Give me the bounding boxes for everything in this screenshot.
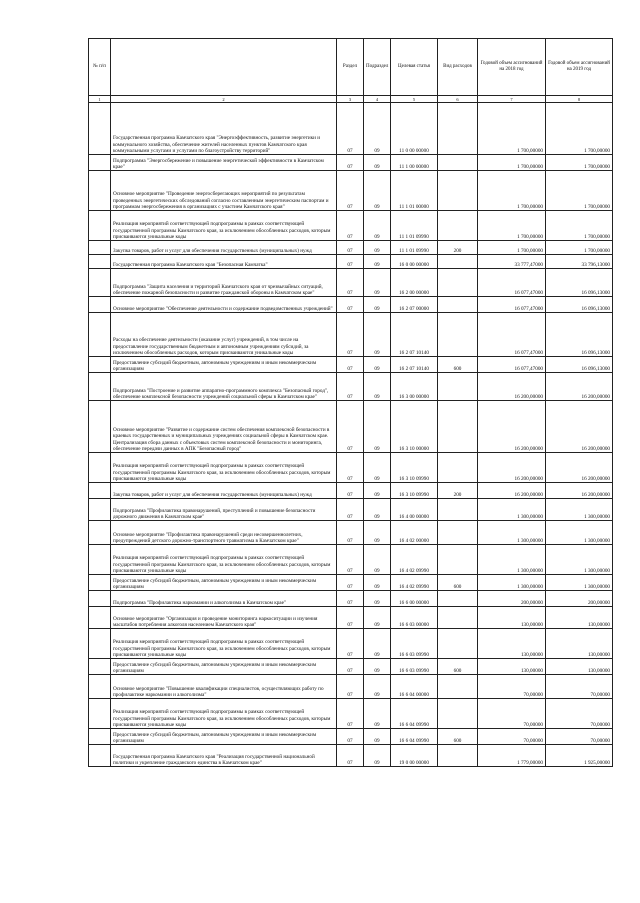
row-target-article-cell: 16 6 04 09990 bbox=[391, 729, 438, 745]
row-amount-2018-cell: 130,00000 bbox=[478, 659, 546, 675]
row-amount-2019-cell: 1 300,00000 bbox=[546, 499, 613, 521]
header-section: Раздел bbox=[337, 39, 364, 96]
col-number: 4 bbox=[364, 96, 391, 103]
col-number: 1 bbox=[89, 96, 111, 103]
row-section-cell: 07 bbox=[337, 313, 364, 357]
row-target-article-cell: 11 1 01 00000 bbox=[391, 171, 438, 211]
row-subsection-cell: 09 bbox=[364, 313, 391, 357]
row-section-cell: 07 bbox=[337, 575, 364, 591]
table-row bbox=[89, 745, 613, 767]
row-amount-2019-cell: 200,00000 bbox=[546, 591, 613, 607]
row-amount-2018-cell: 16 077,47000 bbox=[478, 269, 546, 297]
col-number: 2 bbox=[111, 96, 337, 103]
header-subsection: Подраздел bbox=[364, 39, 391, 96]
row-name-cell: Предоставление субсидий бюджетным, автономным учреждениям и иным некоммерческим организациям bbox=[111, 659, 337, 675]
row-number-cell bbox=[89, 453, 111, 483]
row-number-cell bbox=[89, 745, 111, 767]
row-name-cell: Реализация мероприятий соответствующей подпрограммы в рамках соответствующей государственной программы Камчатского края, за исключением обособленных расходов, которым присваиваются уникальные коды bbox=[111, 211, 337, 241]
col-number: 3 bbox=[337, 96, 364, 103]
row-amount-2018-cell: 1 700,00000 bbox=[478, 211, 546, 241]
row-name-cell: Предоставление субсидий бюджетным, автономным учреждениям и иным некоммерческим организациям bbox=[111, 729, 337, 745]
header-num: № п/п bbox=[89, 39, 111, 96]
row-expense-type-cell bbox=[438, 607, 478, 629]
row-amount-2018-cell: 1 300,00000 bbox=[478, 521, 546, 545]
row-number-cell bbox=[89, 255, 111, 269]
row-section-cell: 07 bbox=[337, 373, 364, 401]
row-amount-2018-cell: 1 779,00000 bbox=[478, 745, 546, 767]
row-expense-type-cell: 200 bbox=[438, 241, 478, 255]
row-subsection-cell: 09 bbox=[364, 699, 391, 729]
table-body bbox=[89, 103, 613, 767]
row-section-cell: 07 bbox=[337, 659, 364, 675]
row-amount-2019-cell: 70,00000 bbox=[546, 729, 613, 745]
row-amount-2019-cell: 16 200,00000 bbox=[546, 373, 613, 401]
row-name-cell: Подпрограмма "Защита населения и территорий Камчатского края от чрезвычайных ситуаций, обеспечение пожарной безопасности и развитие гражданской обороны в Камчатском крае" bbox=[111, 269, 337, 297]
row-amount-2019-cell: 33 796,13000 bbox=[546, 255, 613, 269]
table-row bbox=[89, 729, 613, 745]
row-expense-type-cell bbox=[438, 255, 478, 269]
row-subsection-cell: 09 bbox=[364, 745, 391, 767]
row-number-cell bbox=[89, 591, 111, 607]
row-amount-2019-cell: 16 096,13000 bbox=[546, 297, 613, 313]
row-subsection-cell: 09 bbox=[364, 629, 391, 659]
row-section-cell: 07 bbox=[337, 401, 364, 453]
col-number: 5 bbox=[391, 96, 438, 103]
row-amount-2019-cell: 16 096,13000 bbox=[546, 313, 613, 357]
row-target-article-cell: 16 4 02 00000 bbox=[391, 521, 438, 545]
row-number-cell bbox=[89, 629, 111, 659]
table-row bbox=[89, 241, 613, 255]
row-name-cell: Основное мероприятие "Проведение энергосберегающих мероприятий по результатам проведенных энергетических обследований согласно составленным энергетическим паспортам и программам энергосбережения в организациях с участием Камчатского края" bbox=[111, 171, 337, 211]
row-subsection-cell: 09 bbox=[364, 297, 391, 313]
table-row bbox=[89, 269, 613, 297]
row-amount-2018-cell: 1 700,00000 bbox=[478, 155, 546, 171]
row-number-cell bbox=[89, 211, 111, 241]
table-row bbox=[89, 521, 613, 545]
row-target-article-cell: 16 3 10 09990 bbox=[391, 453, 438, 483]
row-number-cell bbox=[89, 313, 111, 357]
row-name-cell: Основное мероприятие "Развитие и содержание систем обеспечения комплексной безопасности в краевых государственных и муниципальных учреждениях социальной сферы в Камчатском крае. Централизация сбора данных с объектовых систем комплексной безопасности и мониторинга, обеспечение передачи данных в АПК "Безопасный город" bbox=[111, 401, 337, 453]
row-subsection-cell: 09 bbox=[364, 575, 391, 591]
row-amount-2019-cell: 1 300,00000 bbox=[546, 545, 613, 575]
table-row bbox=[89, 659, 613, 675]
table-row bbox=[89, 483, 613, 499]
row-expense-type-cell bbox=[438, 373, 478, 401]
row-expense-type-cell bbox=[438, 521, 478, 545]
row-section-cell: 07 bbox=[337, 241, 364, 255]
row-amount-2019-cell: 16 096,13000 bbox=[546, 357, 613, 373]
row-number-cell bbox=[89, 103, 111, 155]
row-name-cell: Основное мероприятие "Профилактика правонарушений среди несовершеннолетних, предупреждений детского дорожно-транспортного травматизма в Камчатском крае" bbox=[111, 521, 337, 545]
row-amount-2019-cell: 1 700,00000 bbox=[546, 171, 613, 211]
row-subsection-cell: 09 bbox=[364, 171, 391, 211]
row-subsection-cell: 09 bbox=[364, 729, 391, 745]
row-number-cell bbox=[89, 401, 111, 453]
table-row bbox=[89, 453, 613, 483]
table-row bbox=[89, 155, 613, 171]
row-number-cell bbox=[89, 545, 111, 575]
row-number-cell bbox=[89, 357, 111, 373]
row-target-article-cell: 11 0 00 00000 bbox=[391, 103, 438, 155]
table-row bbox=[89, 373, 613, 401]
row-amount-2019-cell: 70,00000 bbox=[546, 699, 613, 729]
row-target-article-cell: 11 1 01 09990 bbox=[391, 211, 438, 241]
row-target-article-cell: 16 2 07 00000 bbox=[391, 297, 438, 313]
row-section-cell: 07 bbox=[337, 675, 364, 699]
row-number-cell bbox=[89, 521, 111, 545]
table-row bbox=[89, 499, 613, 521]
row-section-cell: 07 bbox=[337, 629, 364, 659]
table-row bbox=[89, 675, 613, 699]
row-section-cell: 07 bbox=[337, 211, 364, 241]
row-number-cell bbox=[89, 659, 111, 675]
row-subsection-cell: 09 bbox=[364, 591, 391, 607]
table-header bbox=[89, 39, 613, 103]
header-2019: Годовой объем ассигнований на 2019 год bbox=[546, 39, 613, 96]
row-section-cell: 07 bbox=[337, 357, 364, 373]
budget-table-page bbox=[88, 38, 612, 767]
row-section-cell: 07 bbox=[337, 453, 364, 483]
row-section-cell: 07 bbox=[337, 171, 364, 211]
table-row bbox=[89, 357, 613, 373]
row-amount-2018-cell: 70,00000 bbox=[478, 675, 546, 699]
row-target-article-cell: 16 0 00 00000 bbox=[391, 255, 438, 269]
row-amount-2018-cell: 33 777,47000 bbox=[478, 255, 546, 269]
row-target-article-cell: 16 3 10 00000 bbox=[391, 401, 438, 453]
col-number: 7 bbox=[478, 96, 546, 103]
row-amount-2019-cell: 1 300,00000 bbox=[546, 575, 613, 591]
row-subsection-cell: 09 bbox=[364, 211, 391, 241]
row-name-cell: Основное мероприятие "Организация и проведение мониторинга наркоситуации и изучения масштабов потребления алкоголя населением Камчатского края" bbox=[111, 607, 337, 629]
row-amount-2018-cell: 16 200,00000 bbox=[478, 483, 546, 499]
row-section-cell: 07 bbox=[337, 297, 364, 313]
header-target-article: Целевая статья bbox=[391, 39, 438, 96]
row-number-cell bbox=[89, 373, 111, 401]
row-amount-2018-cell: 130,00000 bbox=[478, 607, 546, 629]
table-row bbox=[89, 607, 613, 629]
row-expense-type-cell: 600 bbox=[438, 729, 478, 745]
row-expense-type-cell bbox=[438, 545, 478, 575]
row-target-article-cell: 16 6 04 00000 bbox=[391, 675, 438, 699]
row-number-cell bbox=[89, 483, 111, 499]
row-number-cell bbox=[89, 171, 111, 211]
table-row bbox=[89, 313, 613, 357]
row-subsection-cell: 09 bbox=[364, 255, 391, 269]
row-number-cell bbox=[89, 699, 111, 729]
row-expense-type-cell bbox=[438, 591, 478, 607]
row-amount-2019-cell: 16 200,00000 bbox=[546, 401, 613, 453]
row-name-cell: Закупка товаров, работ и услуг для обеспечения государственных (муниципальных) нужд bbox=[111, 483, 337, 499]
row-name-cell: Реализация мероприятий соответствующей подпрограммы в рамках соответствующей государственной программы Камчатского края, за исключением обособленных расходов, которым присваиваются уникальные коды bbox=[111, 545, 337, 575]
row-subsection-cell: 09 bbox=[364, 607, 391, 629]
row-expense-type-cell bbox=[438, 211, 478, 241]
row-expense-type-cell: 200 bbox=[438, 483, 478, 499]
row-subsection-cell: 09 bbox=[364, 483, 391, 499]
row-section-cell: 07 bbox=[337, 591, 364, 607]
row-amount-2018-cell: 1 300,00000 bbox=[478, 575, 546, 591]
row-number-cell bbox=[89, 729, 111, 745]
row-target-article-cell: 16 3 00 00000 bbox=[391, 373, 438, 401]
row-amount-2018-cell: 16 200,00000 bbox=[478, 401, 546, 453]
row-amount-2018-cell: 1 300,00000 bbox=[478, 545, 546, 575]
row-subsection-cell: 09 bbox=[364, 155, 391, 171]
table-row bbox=[89, 401, 613, 453]
row-expense-type-cell bbox=[438, 103, 478, 155]
row-number-cell bbox=[89, 607, 111, 629]
row-amount-2018-cell: 16 200,00000 bbox=[478, 453, 546, 483]
row-target-article-cell: 16 3 10 09990 bbox=[391, 483, 438, 499]
row-amount-2018-cell: 1 700,00000 bbox=[478, 103, 546, 155]
row-expense-type-cell bbox=[438, 269, 478, 297]
row-name-cell: Подпрограмма "Профилактика правонарушений, преступлений и повышение безопасности дорожного движения в Камчатском крае" bbox=[111, 499, 337, 521]
row-name-cell: Предоставление субсидий бюджетным, автономным учреждениям и иным некоммерческим организациям bbox=[111, 357, 337, 373]
row-expense-type-cell: 600 bbox=[438, 357, 478, 373]
table-row bbox=[89, 699, 613, 729]
row-amount-2018-cell: 200,00000 bbox=[478, 591, 546, 607]
row-amount-2019-cell: 16 200,00000 bbox=[546, 483, 613, 499]
row-section-cell: 07 bbox=[337, 155, 364, 171]
row-name-cell: Подпрограмма "Профилактика наркомании и алкоголизма в Камчатском крае" bbox=[111, 591, 337, 607]
row-number-cell bbox=[89, 155, 111, 171]
row-number-cell bbox=[89, 675, 111, 699]
row-target-article-cell: 11 1 01 09990 bbox=[391, 241, 438, 255]
row-name-cell: Подпрограмма "Построение и развитие аппаратно-программного комплекса "Безопасный город", обеспечение комплексной безопасности учреждений социальной сферы в Камчатском крае" bbox=[111, 373, 337, 401]
row-amount-2019-cell: 16 096,13000 bbox=[546, 269, 613, 297]
row-amount-2019-cell: 1 700,00000 bbox=[546, 103, 613, 155]
row-name-cell: Закупка товаров, работ и услуг для обеспечения государственных (муниципальных) нужд bbox=[111, 241, 337, 255]
column-numbers-row bbox=[89, 96, 613, 103]
row-subsection-cell: 09 bbox=[364, 499, 391, 521]
row-expense-type-cell: 600 bbox=[438, 659, 478, 675]
row-target-article-cell: 11 1 00 00000 bbox=[391, 155, 438, 171]
row-subsection-cell: 09 bbox=[364, 521, 391, 545]
row-target-article-cell: 16 2 07 10140 bbox=[391, 313, 438, 357]
row-subsection-cell: 09 bbox=[364, 659, 391, 675]
row-section-cell: 07 bbox=[337, 103, 364, 155]
row-name-cell: Основное мероприятие "Обеспечение деятельности и содержание подведомственных учреждений" bbox=[111, 297, 337, 313]
row-target-article-cell: 16 2 07 10140 bbox=[391, 357, 438, 373]
header-expense-type: Вид расходов bbox=[438, 39, 478, 96]
row-subsection-cell: 09 bbox=[364, 401, 391, 453]
row-expense-type-cell bbox=[438, 675, 478, 699]
table-row bbox=[89, 297, 613, 313]
row-amount-2018-cell: 1 300,00000 bbox=[478, 499, 546, 521]
row-amount-2019-cell: 130,00000 bbox=[546, 629, 613, 659]
row-target-article-cell: 16 4 00 00000 bbox=[391, 499, 438, 521]
row-expense-type-cell bbox=[438, 297, 478, 313]
row-expense-type-cell: 600 bbox=[438, 575, 478, 591]
row-expense-type-cell bbox=[438, 155, 478, 171]
col-number: 6 bbox=[438, 96, 478, 103]
row-section-cell: 07 bbox=[337, 607, 364, 629]
row-name-cell: Основное мероприятие "Повышение квалификации специалистов, осуществляющих работу по профилактике наркомании и алкоголизма" bbox=[111, 675, 337, 699]
row-name-cell: Государственная программа Камчатского края "Безопасная Камчатка" bbox=[111, 255, 337, 269]
row-number-cell bbox=[89, 575, 111, 591]
col-number: 8 bbox=[546, 96, 613, 103]
row-section-cell: 07 bbox=[337, 255, 364, 269]
table-row bbox=[89, 171, 613, 211]
table-row bbox=[89, 629, 613, 659]
row-expense-type-cell bbox=[438, 629, 478, 659]
row-section-cell: 07 bbox=[337, 545, 364, 575]
row-amount-2018-cell: 16 200,00000 bbox=[478, 373, 546, 401]
row-expense-type-cell bbox=[438, 453, 478, 483]
row-amount-2018-cell: 1 700,00000 bbox=[478, 171, 546, 211]
row-name-cell: Подпрограмма "Энергосбережение и повышение энергетической эффективности в Камчатском крае" bbox=[111, 155, 337, 171]
row-amount-2018-cell: 70,00000 bbox=[478, 729, 546, 745]
table-row bbox=[89, 103, 613, 155]
row-section-cell: 07 bbox=[337, 269, 364, 297]
row-amount-2018-cell: 16 077,47000 bbox=[478, 313, 546, 357]
row-target-article-cell: 19 0 00 00000 bbox=[391, 745, 438, 767]
row-target-article-cell: 16 4 02 09990 bbox=[391, 545, 438, 575]
row-amount-2018-cell: 130,00000 bbox=[478, 629, 546, 659]
row-target-article-cell: 16 2 00 00000 bbox=[391, 269, 438, 297]
table-row bbox=[89, 545, 613, 575]
row-amount-2018-cell: 16 077,47000 bbox=[478, 297, 546, 313]
row-section-cell: 07 bbox=[337, 699, 364, 729]
row-amount-2019-cell: 1 700,00000 bbox=[546, 155, 613, 171]
row-number-cell bbox=[89, 241, 111, 255]
row-name-cell: Реализация мероприятий соответствующей подпрограммы в рамках соответствующей государственной программы Камчатского края, за исключением обособленных расходов, которым присваиваются уникальные коды bbox=[111, 699, 337, 729]
row-section-cell: 07 bbox=[337, 483, 364, 499]
row-amount-2019-cell: 1 700,00000 bbox=[546, 241, 613, 255]
row-expense-type-cell bbox=[438, 313, 478, 357]
row-subsection-cell: 09 bbox=[364, 675, 391, 699]
row-number-cell bbox=[89, 499, 111, 521]
row-amount-2019-cell: 16 200,00000 bbox=[546, 453, 613, 483]
row-number-cell bbox=[89, 269, 111, 297]
table-row bbox=[89, 211, 613, 241]
row-section-cell: 07 bbox=[337, 729, 364, 745]
row-amount-2019-cell: 1 300,00000 bbox=[546, 521, 613, 545]
row-name-cell: Государственная программа Камчатского края "Реализация государственной национальной политики и укрепление гражданского единства в Камчатском крае" bbox=[111, 745, 337, 767]
row-subsection-cell: 09 bbox=[364, 545, 391, 575]
row-subsection-cell: 09 bbox=[364, 241, 391, 255]
row-target-article-cell: 16 6 04 09990 bbox=[391, 699, 438, 729]
header-name bbox=[111, 39, 337, 96]
row-amount-2018-cell: 1 700,00000 bbox=[478, 241, 546, 255]
row-amount-2019-cell: 1 700,00000 bbox=[546, 211, 613, 241]
table-row bbox=[89, 591, 613, 607]
row-amount-2019-cell: 1 925,00000 bbox=[546, 745, 613, 767]
row-expense-type-cell bbox=[438, 401, 478, 453]
row-section-cell: 07 bbox=[337, 499, 364, 521]
row-subsection-cell: 09 bbox=[364, 103, 391, 155]
row-target-article-cell: 16 6 03 09990 bbox=[391, 659, 438, 675]
row-section-cell: 07 bbox=[337, 521, 364, 545]
row-target-article-cell: 16 6 00 00000 bbox=[391, 591, 438, 607]
row-expense-type-cell bbox=[438, 745, 478, 767]
header-2018: Годовой объем ассигнований на 2018 год bbox=[478, 39, 546, 96]
table-row bbox=[89, 575, 613, 591]
row-amount-2019-cell: 130,00000 bbox=[546, 607, 613, 629]
row-name-cell: Предоставление субсидий бюджетным, автономным учреждениям и иным некоммерческим организациям bbox=[111, 575, 337, 591]
row-expense-type-cell bbox=[438, 499, 478, 521]
row-expense-type-cell bbox=[438, 699, 478, 729]
row-expense-type-cell bbox=[438, 171, 478, 211]
row-subsection-cell: 09 bbox=[364, 453, 391, 483]
row-amount-2019-cell: 130,00000 bbox=[546, 659, 613, 675]
row-name-cell: Реализация мероприятий соответствующей подпрограммы в рамках соответствующей государственной программы Камчатского края, за исключением обособленных расходов, которым присваиваются уникальные коды bbox=[111, 629, 337, 659]
row-subsection-cell: 09 bbox=[364, 373, 391, 401]
row-subsection-cell: 09 bbox=[364, 269, 391, 297]
row-name-cell: Государственная программа Камчатского края "Энергоэффективность, развитие энергетики и коммунального хозяйства, обеспечение жителей населенных пунктов Камчатского края коммунальными услугами и услугами по благоустройству территорий" bbox=[111, 103, 337, 155]
row-target-article-cell: 16 6 03 09990 bbox=[391, 629, 438, 659]
row-subsection-cell: 09 bbox=[364, 357, 391, 373]
row-target-article-cell: 16 6 03 00000 bbox=[391, 607, 438, 629]
row-name-cell: Расходы на обеспечение деятельности (оказание услуг) учреждений, в том числе на предоставление государственным бюджетным и автономным учреждениям субсидий, за исключением обособленных расходов, которым присваиваются уникальные коды bbox=[111, 313, 337, 357]
row-amount-2019-cell: 70,00000 bbox=[546, 675, 613, 699]
table-row bbox=[89, 255, 613, 269]
row-amount-2018-cell: 16 077,47000 bbox=[478, 357, 546, 373]
row-target-article-cell: 16 4 02 09990 bbox=[391, 575, 438, 591]
budget-table bbox=[88, 38, 613, 767]
row-amount-2018-cell: 70,00000 bbox=[478, 699, 546, 729]
row-number-cell bbox=[89, 297, 111, 313]
row-section-cell: 07 bbox=[337, 745, 364, 767]
row-name-cell: Реализация мероприятий соответствующей подпрограммы в рамках соответствующей государственной программы Камчатского края, за исключением обособленных расходов, которым присваиваются уникальные коды bbox=[111, 453, 337, 483]
